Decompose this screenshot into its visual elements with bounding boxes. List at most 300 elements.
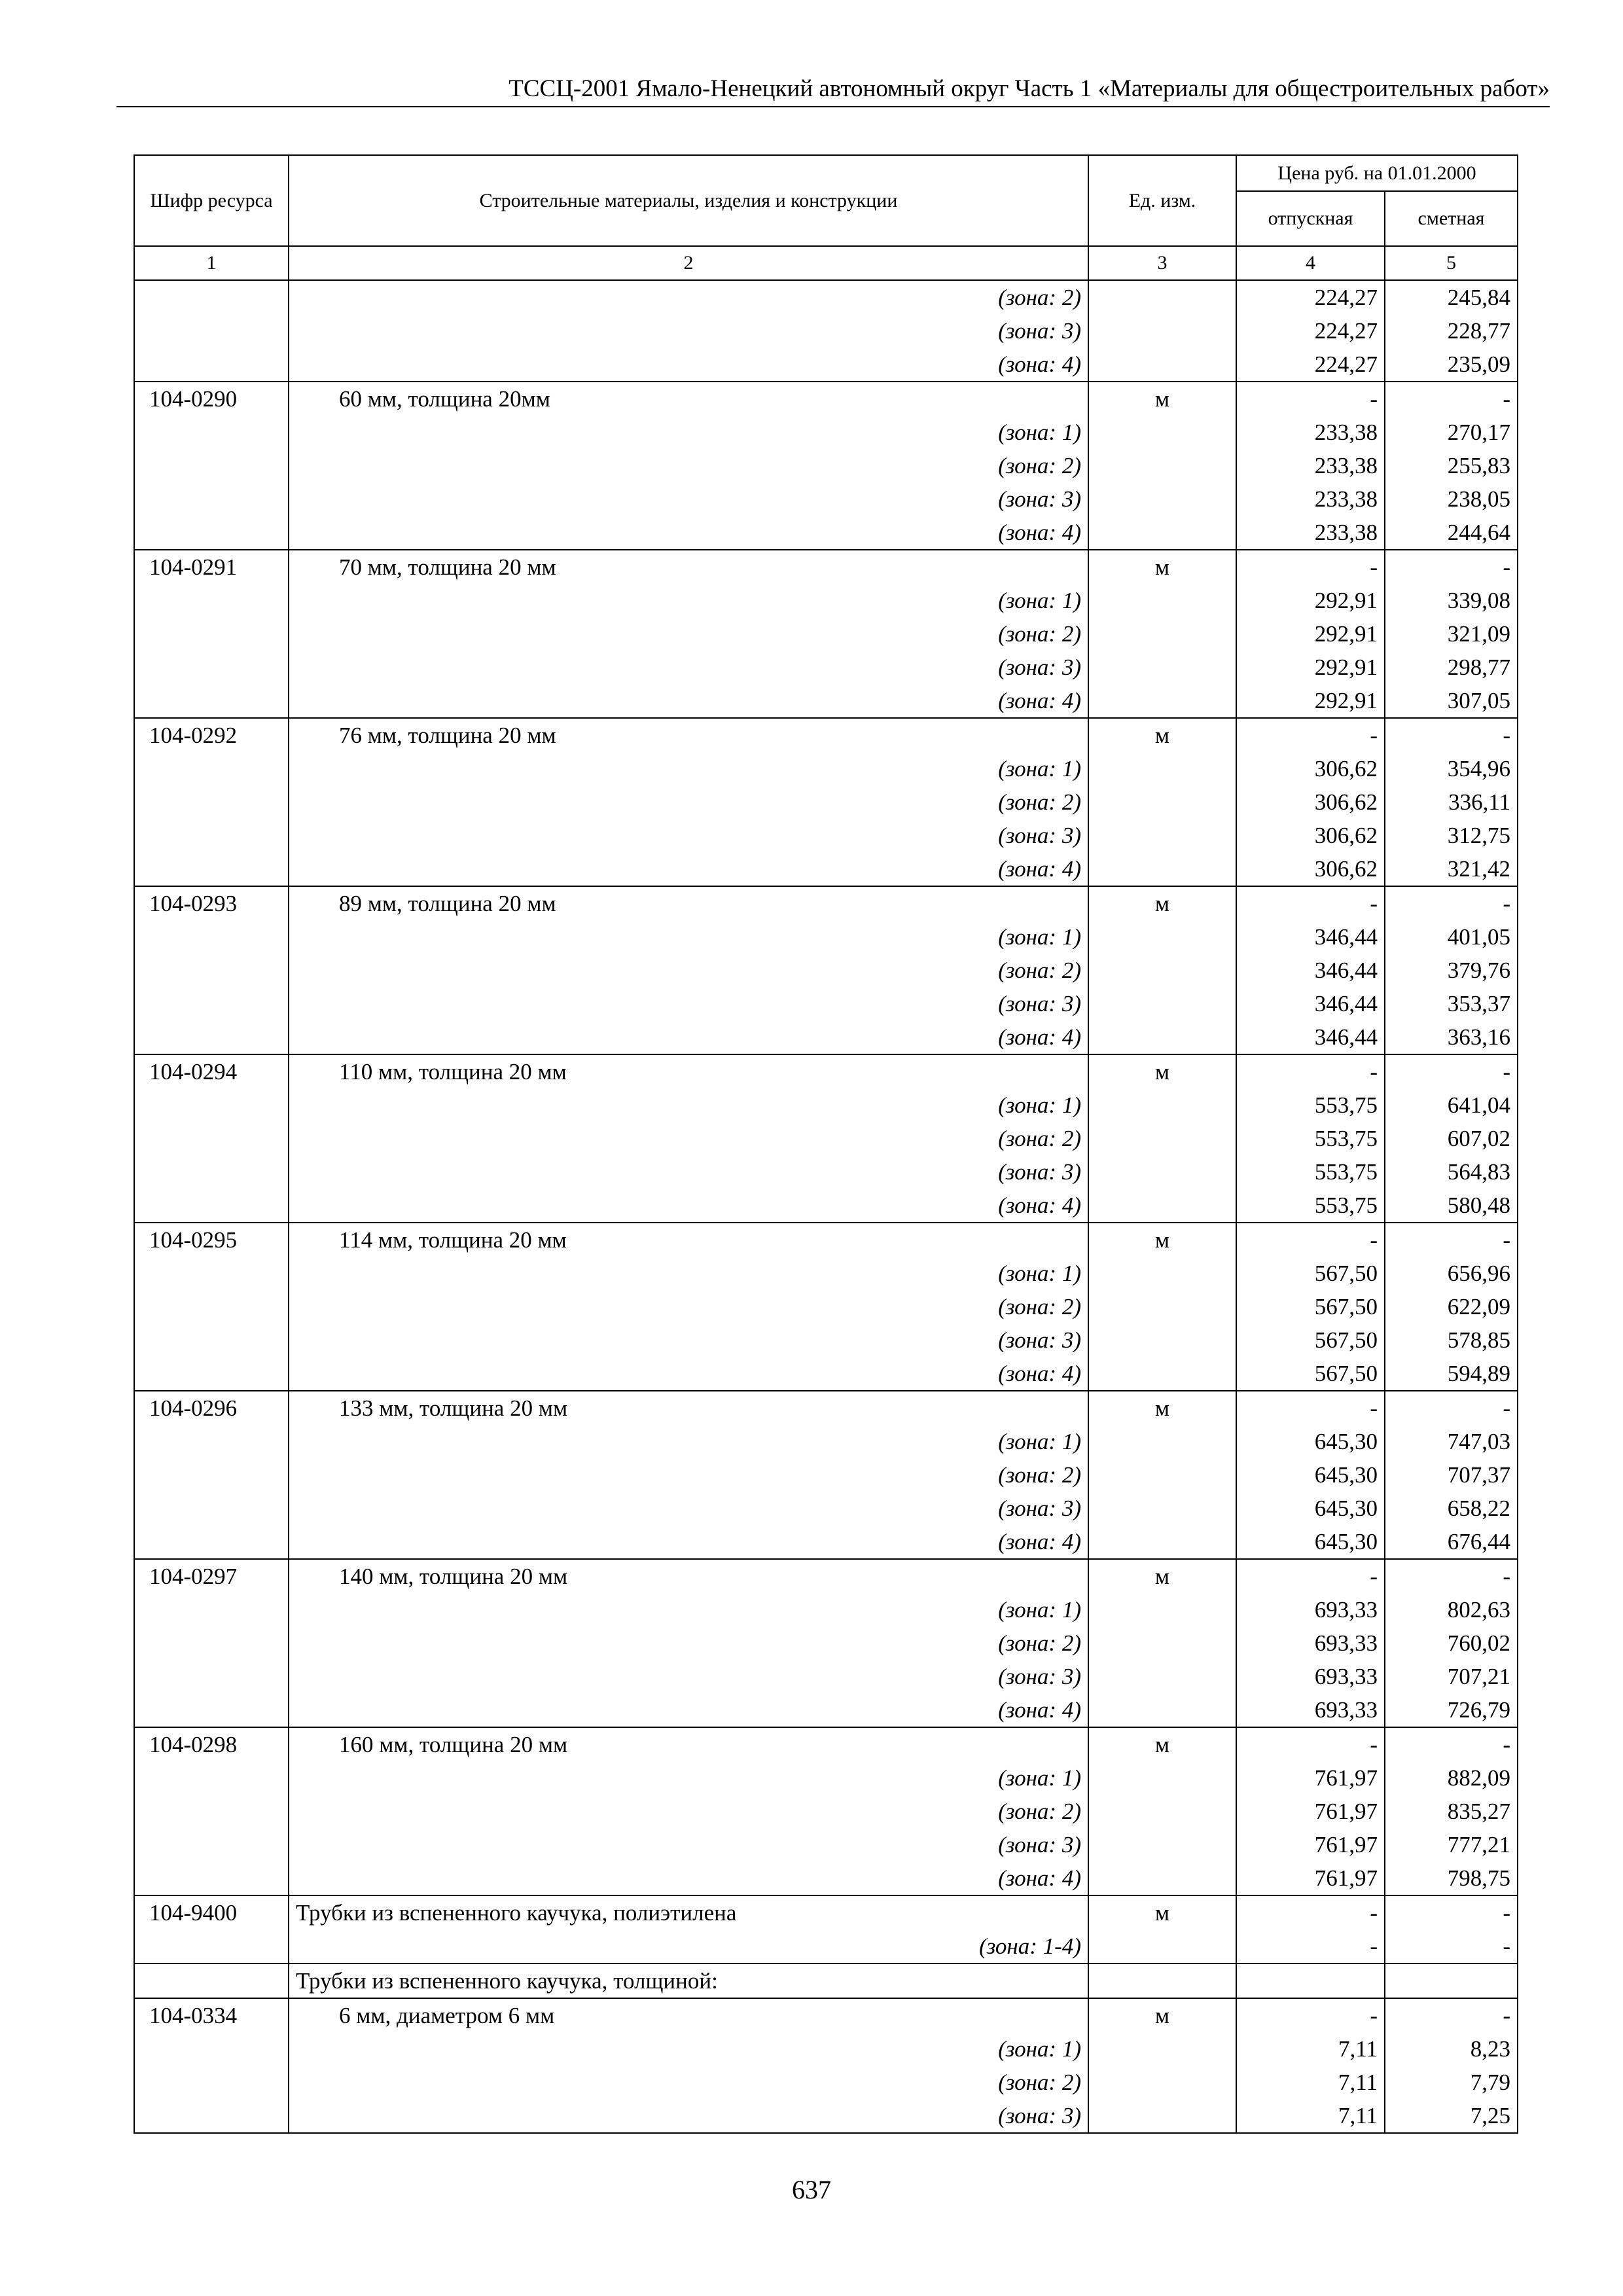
release-price-cell: 567,50	[1236, 1357, 1385, 1391]
estimate-price-cell: 777,21	[1385, 1828, 1518, 1861]
zone-cell: (зона: 2)	[289, 280, 1088, 314]
table-row	[134, 382, 1518, 416]
table-row	[134, 1929, 1518, 1964]
resource-code-cell	[134, 1492, 289, 1525]
table-row	[134, 954, 1518, 987]
estimate-price-cell: 255,83	[1385, 449, 1518, 482]
release-price-cell: 567,50	[1236, 1323, 1385, 1357]
resource-code-cell	[134, 1458, 289, 1492]
resource-code-cell	[134, 1290, 289, 1323]
unit-cell	[1088, 2032, 1236, 2066]
table-row	[134, 1054, 1518, 1088]
resource-code-cell	[134, 1020, 289, 1054]
resource-code-cell	[134, 2032, 289, 2066]
unit-cell: м	[1088, 1998, 1236, 2032]
estimate-price-cell: 245,84	[1385, 280, 1518, 314]
release-price-cell: -	[1236, 1929, 1385, 1964]
estimate-price-cell: -	[1385, 1559, 1518, 1593]
zone-cell: (зона: 1)	[289, 1088, 1088, 1122]
unit-cell	[1088, 852, 1236, 886]
release-price-cell: 553,75	[1236, 1122, 1385, 1155]
release-price-cell: 224,27	[1236, 348, 1385, 382]
table-row	[134, 785, 1518, 819]
resource-code-cell	[134, 516, 289, 550]
table-row	[134, 684, 1518, 718]
unit-cell: м	[1088, 550, 1236, 584]
table-row	[134, 482, 1518, 516]
estimate-price-cell: 8,23	[1385, 2032, 1518, 2066]
release-price-cell: 7,11	[1236, 2099, 1385, 2133]
release-price-cell: 761,97	[1236, 1795, 1385, 1828]
zone-cell: (зона: 1)	[289, 920, 1088, 954]
resource-code-cell	[134, 987, 289, 1020]
zone-cell: (зона: 1)	[289, 1425, 1088, 1458]
estimate-price-cell: 307,05	[1385, 684, 1518, 718]
release-price-cell	[1236, 1964, 1385, 1998]
resource-code-cell	[134, 1323, 289, 1357]
unit-cell: м	[1088, 886, 1236, 920]
release-price-cell: 761,97	[1236, 1861, 1385, 1895]
release-price-cell: 567,50	[1236, 1257, 1385, 1290]
table-row	[134, 651, 1518, 684]
zone-cell: (зона: 2)	[289, 954, 1088, 987]
column-number-row	[134, 246, 1518, 280]
unit-cell	[1088, 752, 1236, 785]
table-row	[134, 718, 1518, 752]
table-row	[134, 1626, 1518, 1660]
unit-cell	[1088, 920, 1236, 954]
estimate-price-cell: 336,11	[1385, 785, 1518, 819]
unit-cell	[1088, 1357, 1236, 1391]
unit-cell	[1088, 516, 1236, 550]
estimate-price-cell: 238,05	[1385, 482, 1518, 516]
zone-cell: (зона: 2)	[289, 2066, 1088, 2099]
unit-cell	[1088, 1525, 1236, 1559]
unit-cell	[1088, 1189, 1236, 1223]
resource-code-cell: 104-0291	[134, 550, 289, 584]
zone-cell: (зона: 3)	[289, 651, 1088, 684]
zone-cell: (зона: 4)	[289, 1189, 1088, 1223]
unit-cell	[1088, 416, 1236, 449]
resource-code-cell: 104-0293	[134, 886, 289, 920]
estimate-price-cell: -	[1385, 1727, 1518, 1761]
release-price-cell: 233,38	[1236, 449, 1385, 482]
unit-cell	[1088, 280, 1236, 314]
zone-cell: (зона: 3)	[289, 1155, 1088, 1189]
unit-cell	[1088, 1626, 1236, 1660]
resource-code-cell	[134, 348, 289, 382]
table-row	[134, 2099, 1518, 2133]
estimate-price-cell: -	[1385, 718, 1518, 752]
unit-cell: м	[1088, 1559, 1236, 1593]
zone-cell: (зона: 1)	[289, 752, 1088, 785]
table-row	[134, 1391, 1518, 1425]
unit-cell	[1088, 1761, 1236, 1795]
unit-cell	[1088, 1861, 1236, 1895]
header-description: Строительные материалы, изделия и конструкции	[289, 155, 1088, 246]
resource-code-cell	[134, 1761, 289, 1795]
zone-cell: (зона: 4)	[289, 348, 1088, 382]
estimate-price-cell: 622,09	[1385, 1290, 1518, 1323]
zone-cell: (зона: 2)	[289, 617, 1088, 651]
table-row	[134, 886, 1518, 920]
resource-code-cell: 104-0292	[134, 718, 289, 752]
estimate-price-cell: 607,02	[1385, 1122, 1518, 1155]
release-price-cell: 346,44	[1236, 920, 1385, 954]
release-price-cell: -	[1236, 1054, 1385, 1088]
estimate-price-cell: 707,37	[1385, 1458, 1518, 1492]
table-row	[134, 1189, 1518, 1223]
unit-cell	[1088, 1795, 1236, 1828]
resource-code-cell: 104-0294	[134, 1054, 289, 1088]
table-row	[134, 1964, 1518, 1998]
table-row	[134, 1861, 1518, 1895]
table-row	[134, 1290, 1518, 1323]
release-price-cell: 693,33	[1236, 1593, 1385, 1626]
estimate-price-cell: 244,64	[1385, 516, 1518, 550]
estimate-price-cell: 379,76	[1385, 954, 1518, 987]
estimate-price-cell: 321,09	[1385, 617, 1518, 651]
release-price-cell: 233,38	[1236, 482, 1385, 516]
table-row	[134, 617, 1518, 651]
estimate-price-cell: 594,89	[1385, 1357, 1518, 1391]
estimate-price-cell: 658,22	[1385, 1492, 1518, 1525]
zone-cell: (зона: 3)	[289, 819, 1088, 852]
description-cell: 6 мм, диаметром 6 мм	[289, 1998, 1088, 2032]
resource-code-cell	[134, 1964, 289, 1998]
column-number: 2	[289, 246, 1088, 280]
estimate-price-cell: -	[1385, 886, 1518, 920]
unit-cell: м	[1088, 1391, 1236, 1425]
unit-cell	[1088, 1593, 1236, 1626]
table-row	[134, 1425, 1518, 1458]
table-row	[134, 1761, 1518, 1795]
release-price-cell: 306,62	[1236, 752, 1385, 785]
zone-cell: (зона: 4)	[289, 1357, 1088, 1391]
table-row	[134, 1020, 1518, 1054]
resource-code-cell	[134, 752, 289, 785]
estimate-price-cell: 298,77	[1385, 651, 1518, 684]
unit-cell: м	[1088, 1895, 1236, 1929]
release-price-cell: -	[1236, 718, 1385, 752]
table-row	[134, 1122, 1518, 1155]
unit-cell	[1088, 482, 1236, 516]
unit-cell: м	[1088, 1223, 1236, 1257]
description-cell: Трубки из вспененного каучука, полиэтилена	[289, 1895, 1088, 1929]
resource-code-cell	[134, 2066, 289, 2099]
resource-code-cell	[134, 1088, 289, 1122]
table-row	[134, 1727, 1518, 1761]
estimate-price-cell: -	[1385, 382, 1518, 416]
release-price-cell: 645,30	[1236, 1492, 1385, 1525]
header-code: Шифр ресурса	[134, 155, 289, 246]
zone-cell: (зона: 1)	[289, 1761, 1088, 1795]
unit-cell	[1088, 1693, 1236, 1727]
unit-cell	[1088, 1020, 1236, 1054]
resource-code-cell: 104-9400	[134, 1895, 289, 1929]
unit-cell	[1088, 1323, 1236, 1357]
release-price-cell: 233,38	[1236, 416, 1385, 449]
table-body	[134, 280, 1518, 2133]
unit-cell	[1088, 1257, 1236, 1290]
resource-code-cell	[134, 1929, 289, 1964]
table-row	[134, 920, 1518, 954]
resource-code-cell	[134, 1257, 289, 1290]
release-price-cell: 346,44	[1236, 987, 1385, 1020]
unit-cell	[1088, 785, 1236, 819]
header-price-group: Цена руб. на 01.01.2000	[1236, 155, 1518, 191]
resource-code-cell	[134, 1189, 289, 1223]
price-table	[134, 154, 1518, 2134]
release-price-cell: 346,44	[1236, 1020, 1385, 1054]
estimate-price-cell: 798,75	[1385, 1861, 1518, 1895]
unit-cell	[1088, 1964, 1236, 1998]
release-price-cell: -	[1236, 1391, 1385, 1425]
description-cell: Трубки из вспененного каучука, толщиной:	[289, 1964, 1088, 1998]
resource-code-cell	[134, 617, 289, 651]
estimate-price-cell: 564,83	[1385, 1155, 1518, 1189]
table-row	[134, 819, 1518, 852]
unit-cell	[1088, 617, 1236, 651]
zone-cell: (зона: 3)	[289, 2099, 1088, 2133]
zone-cell: (зона: 2)	[289, 1795, 1088, 1828]
zone-cell: (зона: 2)	[289, 449, 1088, 482]
resource-code-cell	[134, 584, 289, 617]
table-row	[134, 280, 1518, 314]
resource-code-cell	[134, 1828, 289, 1861]
table-row	[134, 584, 1518, 617]
column-number: 4	[1236, 246, 1385, 280]
table-row	[134, 2066, 1518, 2099]
table-row	[134, 1998, 1518, 2032]
zone-cell: (зона: 1)	[289, 1257, 1088, 1290]
table-row	[134, 1828, 1518, 1861]
zone-cell: (зона: 2)	[289, 1122, 1088, 1155]
resource-code-cell: 104-0334	[134, 1998, 289, 2032]
release-price-cell: -	[1236, 550, 1385, 584]
estimate-price-cell: 321,42	[1385, 852, 1518, 886]
release-price-cell: -	[1236, 1559, 1385, 1593]
resource-code-cell: 104-0298	[134, 1727, 289, 1761]
table-row	[134, 516, 1518, 550]
table-row	[134, 852, 1518, 886]
release-price-cell: 292,91	[1236, 584, 1385, 617]
release-price-cell: 7,11	[1236, 2032, 1385, 2066]
table-row	[134, 1525, 1518, 1559]
resource-code-cell	[134, 1593, 289, 1626]
release-price-cell: 645,30	[1236, 1525, 1385, 1559]
release-price-cell: -	[1236, 382, 1385, 416]
unit-cell: м	[1088, 718, 1236, 752]
resource-code-cell: 104-0290	[134, 382, 289, 416]
estimate-price-cell: -	[1385, 1998, 1518, 2032]
header-release-price: отпускная	[1236, 191, 1385, 246]
table-row	[134, 1357, 1518, 1391]
unit-cell	[1088, 314, 1236, 348]
zone-cell: (зона: 4)	[289, 1525, 1088, 1559]
resource-code-cell	[134, 1693, 289, 1727]
unit-cell: м	[1088, 1727, 1236, 1761]
estimate-price-cell: 641,04	[1385, 1088, 1518, 1122]
table-row	[134, 416, 1518, 449]
table-row	[134, 449, 1518, 482]
estimate-price-cell: -	[1385, 1929, 1518, 1964]
estimate-price-cell: 7,25	[1385, 2099, 1518, 2133]
unit-cell	[1088, 1929, 1236, 1964]
table-row	[134, 550, 1518, 584]
header-estimate-price: сметная	[1385, 191, 1518, 246]
release-price-cell: 693,33	[1236, 1660, 1385, 1693]
unit-cell	[1088, 684, 1236, 718]
resource-code-cell	[134, 1425, 289, 1458]
resource-code-cell	[134, 1155, 289, 1189]
release-price-cell: 7,11	[1236, 2066, 1385, 2099]
estimate-price-cell: 747,03	[1385, 1425, 1518, 1458]
zone-cell: (зона: 3)	[289, 1492, 1088, 1525]
zone-cell: (зона: 2)	[289, 785, 1088, 819]
description-cell: 76 мм, толщина 20 мм	[289, 718, 1088, 752]
resource-code-cell	[134, 416, 289, 449]
unit-cell	[1088, 1088, 1236, 1122]
estimate-price-cell: 726,79	[1385, 1693, 1518, 1727]
estimate-price-cell: 354,96	[1385, 752, 1518, 785]
unit-cell	[1088, 584, 1236, 617]
description-cell: 140 мм, толщина 20 мм	[289, 1559, 1088, 1593]
release-price-cell: -	[1236, 1223, 1385, 1257]
zone-cell: (зона: 2)	[289, 1458, 1088, 1492]
resource-code-cell	[134, 280, 289, 314]
zone-cell: (зона: 3)	[289, 1828, 1088, 1861]
unit-cell	[1088, 1155, 1236, 1189]
column-number: 3	[1088, 246, 1236, 280]
estimate-price-cell: -	[1385, 550, 1518, 584]
zone-cell: (зона: 4)	[289, 1020, 1088, 1054]
table-row	[134, 2032, 1518, 2066]
zone-cell: (зона: 4)	[289, 684, 1088, 718]
release-price-cell: -	[1236, 1895, 1385, 1929]
resource-code-cell: 104-0297	[134, 1559, 289, 1593]
unit-cell	[1088, 1122, 1236, 1155]
unit-cell	[1088, 819, 1236, 852]
zone-cell: (зона: 4)	[289, 852, 1088, 886]
zone-cell: (зона: 4)	[289, 516, 1088, 550]
description-cell: 89 мм, толщина 20 мм	[289, 886, 1088, 920]
table-row	[134, 752, 1518, 785]
estimate-price-cell: -	[1385, 1895, 1518, 1929]
table-row	[134, 348, 1518, 382]
estimate-price-cell: 312,75	[1385, 819, 1518, 852]
table-row	[134, 1593, 1518, 1626]
release-price-cell: 645,30	[1236, 1458, 1385, 1492]
release-price-cell: 224,27	[1236, 314, 1385, 348]
release-price-cell: 224,27	[1236, 280, 1385, 314]
resource-code-cell	[134, 920, 289, 954]
unit-cell	[1088, 2066, 1236, 2099]
estimate-price-cell: 228,77	[1385, 314, 1518, 348]
zone-cell: (зона: 1)	[289, 1593, 1088, 1626]
table-row	[134, 314, 1518, 348]
unit-cell: м	[1088, 1054, 1236, 1088]
estimate-price-cell: 656,96	[1385, 1257, 1518, 1290]
zone-cell: (зона: 3)	[289, 1323, 1088, 1357]
estimate-price-cell: -	[1385, 1391, 1518, 1425]
resource-code-cell	[134, 1660, 289, 1693]
estimate-price-cell: 802,63	[1385, 1593, 1518, 1626]
estimate-price-cell: 835,27	[1385, 1795, 1518, 1828]
release-price-cell: 306,62	[1236, 852, 1385, 886]
release-price-cell: 761,97	[1236, 1828, 1385, 1861]
estimate-price-cell: 401,05	[1385, 920, 1518, 954]
column-number: 5	[1385, 246, 1518, 280]
resource-code-cell	[134, 954, 289, 987]
release-price-cell: 761,97	[1236, 1761, 1385, 1795]
description-cell: 70 мм, толщина 20 мм	[289, 550, 1088, 584]
table-row	[134, 1660, 1518, 1693]
release-price-cell: 693,33	[1236, 1693, 1385, 1727]
estimate-price-cell: 7,79	[1385, 2066, 1518, 2099]
release-price-cell: 292,91	[1236, 651, 1385, 684]
description-cell: 110 мм, толщина 20 мм	[289, 1054, 1088, 1088]
unit-cell	[1088, 1492, 1236, 1525]
estimate-price-cell: -	[1385, 1223, 1518, 1257]
resource-code-cell: 104-0296	[134, 1391, 289, 1425]
estimate-price-cell: 270,17	[1385, 416, 1518, 449]
release-price-cell: 693,33	[1236, 1626, 1385, 1660]
unit-cell: м	[1088, 382, 1236, 416]
estimate-price-cell	[1385, 1964, 1518, 1998]
zone-cell: (зона: 4)	[289, 1693, 1088, 1727]
release-price-cell: 553,75	[1236, 1088, 1385, 1122]
resource-code-cell	[134, 651, 289, 684]
unit-cell	[1088, 1290, 1236, 1323]
header-unit: Ед. изм.	[1088, 155, 1236, 246]
estimate-price-cell: 363,16	[1385, 1020, 1518, 1054]
resource-code-cell	[134, 1525, 289, 1559]
release-price-cell: 306,62	[1236, 785, 1385, 819]
unit-cell	[1088, 1660, 1236, 1693]
unit-cell	[1088, 1425, 1236, 1458]
release-price-cell: 306,62	[1236, 819, 1385, 852]
resource-code-cell	[134, 852, 289, 886]
zone-cell: (зона: 3)	[289, 314, 1088, 348]
zone-cell: (зона: 2)	[289, 1290, 1088, 1323]
header-divider	[116, 106, 1550, 107]
resource-code-cell	[134, 1122, 289, 1155]
resource-code-cell	[134, 449, 289, 482]
estimate-price-cell: 760,02	[1385, 1626, 1518, 1660]
resource-code-cell	[134, 819, 289, 852]
release-price-cell: 645,30	[1236, 1425, 1385, 1458]
release-price-cell: 553,75	[1236, 1189, 1385, 1223]
estimate-price-cell: -	[1385, 1054, 1518, 1088]
unit-cell	[1088, 1828, 1236, 1861]
table-row	[134, 1458, 1518, 1492]
estimate-price-cell: 580,48	[1385, 1189, 1518, 1223]
zone-cell: (зона: 3)	[289, 1660, 1088, 1693]
resource-code-cell	[134, 314, 289, 348]
estimate-price-cell: 707,21	[1385, 1660, 1518, 1693]
resource-code-cell	[134, 1626, 289, 1660]
release-price-cell: 292,91	[1236, 617, 1385, 651]
resource-code-cell	[134, 785, 289, 819]
resource-code-cell	[134, 1795, 289, 1828]
resource-code-cell: 104-0295	[134, 1223, 289, 1257]
resource-code-cell	[134, 1861, 289, 1895]
unit-cell	[1088, 449, 1236, 482]
price-table-container	[134, 154, 1517, 2134]
estimate-price-cell: 882,09	[1385, 1761, 1518, 1795]
release-price-cell: 567,50	[1236, 1290, 1385, 1323]
